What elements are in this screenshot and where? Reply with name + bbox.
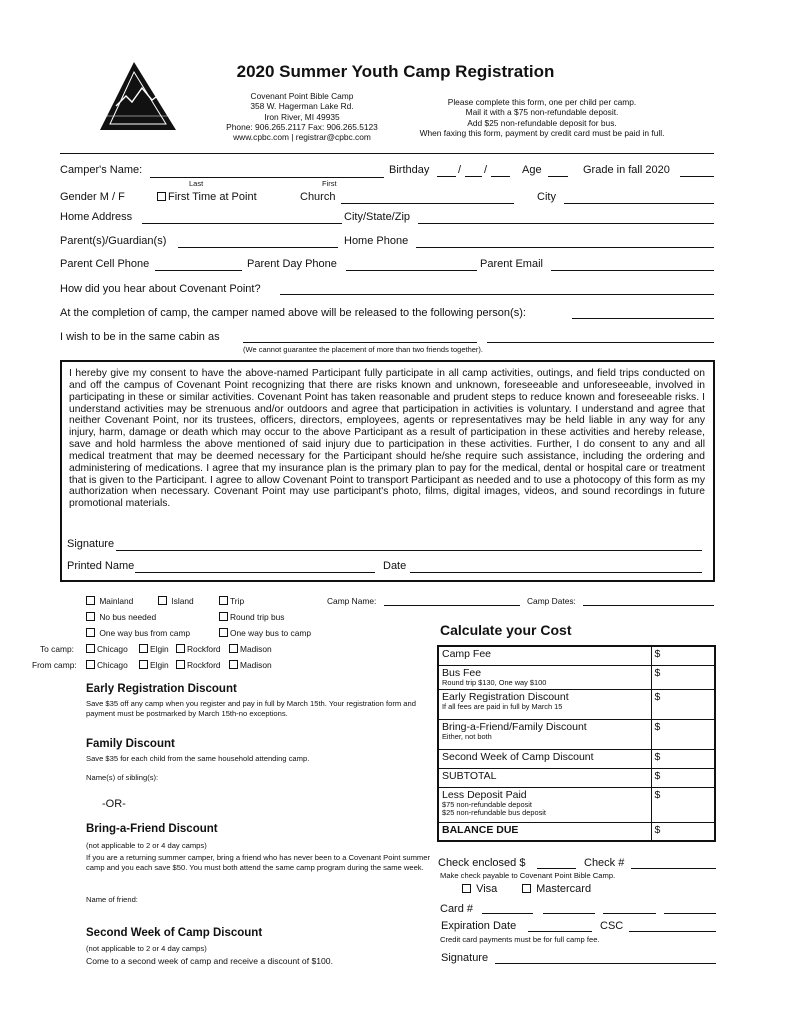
visa-label: Visa (476, 883, 498, 895)
cost-label: Less Deposit Paid $75 non-refundable deposit $25 non-refundable bus deposit (438, 787, 651, 822)
cost-row (438, 719, 715, 749)
to-chicago-checkbox[interactable] (86, 644, 95, 653)
instruction-line: Mail it with a $75 non-refundable deposit. (465, 107, 619, 118)
one-way-to-checkbox[interactable] (219, 628, 228, 637)
card-number-label: Card # (440, 903, 474, 915)
card-number-line-1[interactable] (482, 913, 533, 914)
trip-checkbox[interactable] (219, 596, 228, 605)
campers-name-line[interactable] (150, 177, 384, 178)
second-week-discount-title: Second Week of Camp Discount (86, 927, 263, 939)
one-way-to-label: One way bus to camp (230, 628, 311, 638)
trip-label: Trip (230, 596, 245, 606)
one-way-from-label: One way bus from camp (99, 628, 191, 638)
cost-row (438, 646, 715, 665)
madison-label: Madison (240, 660, 272, 670)
cost-label: Early Registration Discount If all fees are paid in full by March 15 (438, 689, 651, 719)
visa-option[interactable] (462, 883, 497, 895)
street-address: 358 W. Hagerman Lake Rd. (250, 101, 354, 112)
birthday-day-line[interactable] (465, 176, 482, 177)
card-number-line-3[interactable] (603, 913, 656, 914)
second-week-discount-note: (not applicable to 2 or 4 day camps) (86, 944, 207, 953)
header-divider (60, 153, 714, 154)
elgin-label: Elgin (150, 644, 169, 654)
friend-discount-text: If you are a returning summer camper, bring a friend who has never been to a Covenant Point summer camp and you each save $50. You must both attend the same camp program during the same week. (86, 853, 431, 872)
campers-name-label: Camper's Name: (60, 164, 143, 176)
first-time-checkbox[interactable] (157, 192, 166, 201)
cost-amount-cell[interactable]: $ (651, 787, 715, 822)
island-label: Island (171, 596, 194, 606)
org-name: Covenant Point Bible Camp (250, 91, 354, 101)
cost-row (438, 749, 715, 768)
cost-label: BALANCE DUE (438, 822, 651, 841)
city-label: City (537, 191, 556, 203)
one-way-from-option[interactable] (86, 628, 190, 638)
from-madison-option[interactable] (229, 660, 272, 670)
madison-label: Madison (240, 644, 272, 654)
cost-amount-cell[interactable]: $ (651, 719, 715, 749)
cost-row (438, 768, 715, 787)
cost-title: Calculate your Cost (440, 622, 572, 638)
check-enclosed-label: Check enclosed $ (438, 857, 526, 869)
camp-name-label: Camp Name: (327, 596, 377, 606)
parent-day-line[interactable] (346, 270, 477, 271)
family-discount-text: Save $35 for each child from the same household attending camp. (86, 754, 310, 763)
city-state-zip-label: City/State/Zip (344, 211, 411, 223)
mainland-label: Mainland (99, 596, 134, 606)
rockford-label: Rockford (187, 660, 221, 670)
check-number-line[interactable] (631, 868, 716, 869)
covenant-point-logo (96, 58, 180, 134)
grade-line[interactable] (680, 176, 714, 177)
family-discount-title: Family Discount (86, 738, 175, 750)
first-caption: First (322, 179, 337, 188)
one-way-to-option[interactable] (219, 628, 311, 638)
early-discount-title: Early Registration Discount (86, 683, 237, 695)
chicago-label: Chicago (97, 660, 128, 670)
cabin-friend-line-1[interactable] (243, 342, 477, 343)
cost-amount-cell[interactable]: $ (651, 768, 715, 787)
phone-fax: Phone: 906.265.2117 Fax: 906.265.5123 (226, 121, 378, 132)
visa-checkbox[interactable] (462, 884, 471, 893)
cost-amount-cell[interactable]: $ (651, 822, 715, 841)
elgin-label: Elgin (150, 660, 169, 670)
cost-label: SUBTOTAL (438, 768, 651, 787)
no-bus-checkbox[interactable] (86, 612, 95, 621)
siblings-label: Name(s) of sibling(s): (86, 773, 159, 782)
parent-guardian-label: Parent(s)/Guardian(s) (60, 235, 167, 247)
instruction-line: Add $25 non-refundable deposit for bus. (467, 117, 617, 128)
instructions (398, 97, 686, 138)
last-caption: Last (189, 179, 204, 188)
second-week-discount-text: Come to a second week of camp and receive a discount of $100. (86, 956, 333, 966)
mastercard-label: Mastercard (536, 883, 592, 895)
from-madison-checkbox[interactable] (229, 660, 238, 669)
cost-amount-cell[interactable]: $ (651, 665, 715, 689)
card-number-line-4[interactable] (664, 913, 716, 914)
home-phone-label: Home Phone (344, 235, 409, 247)
rockford-label: Rockford (187, 644, 221, 654)
friend-discount-note: (not applicable to 2 or 4 day camps) (86, 841, 207, 850)
to-elgin-option[interactable] (139, 644, 169, 654)
web-email: www.cpbc.com | registrar@cpbc.com (233, 132, 371, 143)
no-bus-option[interactable] (86, 612, 156, 622)
round-trip-bus-option[interactable] (219, 612, 284, 622)
from-chicago-checkbox[interactable] (86, 660, 95, 669)
age-line[interactable] (548, 176, 568, 177)
from-rockford-option[interactable] (176, 660, 221, 670)
form-title: 2020 Summer Youth Camp Registration (236, 62, 555, 81)
city-state-zip-line[interactable] (418, 223, 714, 224)
cost-row (438, 665, 715, 689)
credit-card-note: Credit card payments must be for full camp fee. (440, 935, 600, 944)
printed-name-line[interactable] (135, 572, 375, 573)
home-phone-line[interactable] (416, 247, 714, 248)
parent-email-line[interactable] (551, 270, 714, 271)
to-rockford-checkbox[interactable] (176, 644, 185, 653)
first-time-option[interactable] (157, 191, 257, 203)
hear-about-label: How did you hear about Covenant Point? (60, 283, 261, 295)
date-slash: / (458, 164, 462, 176)
city-line: Iron River, MI 49935 (264, 111, 340, 122)
csc-label: CSC (600, 920, 624, 932)
early-discount-text: Save $35 off any camp when you register and pay in full by March 15th. Your registration form and payment must be postmarked by March 15th-no exceptions. (86, 699, 416, 718)
consent-signature-label: Signature (67, 538, 115, 550)
cost-row (438, 787, 715, 822)
camp-dates-label: Camp Dates: (527, 596, 576, 606)
payment-signature-label: Signature (441, 952, 489, 964)
chicago-label: Chicago (97, 644, 128, 654)
church-line[interactable] (341, 203, 514, 204)
check-number-label: Check # (584, 857, 625, 869)
cabin-friend-line-2[interactable] (487, 342, 714, 343)
instruction-line: Please complete this form, one per child per camp. (447, 97, 637, 107)
cost-label: Bus Fee Round trip $130, One way $100 (438, 665, 651, 689)
gender-label: Gender M / F (60, 191, 125, 203)
island-option[interactable] (158, 596, 194, 606)
to-rockford-option[interactable] (176, 644, 221, 654)
payment-signature-line[interactable] (495, 963, 716, 964)
from-elgin-checkbox[interactable] (139, 660, 148, 669)
payable-note: Make check payable to Covenant Point Bible Camp. (440, 871, 616, 880)
hear-about-line[interactable] (280, 294, 714, 295)
cost-table (437, 645, 716, 842)
from-camp-label: From camp: (32, 660, 77, 670)
first-time-label: First Time at Point (168, 191, 257, 203)
parent-day-label: Parent Day Phone (247, 258, 337, 270)
parent-cell-line[interactable] (155, 270, 242, 271)
from-chicago-option[interactable] (86, 660, 128, 670)
one-way-from-checkbox[interactable] (86, 628, 95, 637)
instruction-line: When faxing this form, payment by credit card must be paid in full. (419, 127, 665, 138)
from-elgin-option[interactable] (139, 660, 169, 670)
mainland-checkbox[interactable] (86, 596, 95, 605)
cost-label: Bring-a-Friend/Family Discount Either, not both (438, 719, 651, 749)
release-label: At the completion of camp, the camper named above will be released to the following person(s): (60, 307, 526, 319)
cost-label: Camp Fee (438, 646, 651, 665)
camp-address (196, 91, 408, 142)
birthday-year-line[interactable] (491, 176, 510, 177)
no-bus-label: No bus needed (99, 612, 157, 622)
friend-name-label: Name of friend: (86, 895, 138, 904)
friend-discount-title: Bring-a-Friend Discount (86, 823, 218, 835)
to-chicago-option[interactable] (86, 644, 128, 654)
parent-email-label: Parent Email (480, 258, 543, 270)
parent-cell-label: Parent Cell Phone (60, 258, 150, 270)
trip-option[interactable] (219, 596, 244, 606)
camp-dates-line[interactable] (583, 605, 714, 606)
printed-name-label: Printed Name (67, 560, 135, 572)
release-line[interactable] (572, 318, 714, 319)
island-checkbox[interactable] (158, 596, 167, 605)
home-address-label: Home Address (60, 211, 133, 223)
to-camp-label: To camp: (40, 644, 74, 654)
camp-name-line[interactable] (384, 605, 520, 606)
cost-amount-cell[interactable]: $ (651, 689, 715, 719)
to-madison-checkbox[interactable] (229, 644, 238, 653)
date-slash: / (484, 164, 488, 176)
consent-box (60, 360, 715, 582)
birthday-month-line[interactable] (437, 176, 456, 177)
card-number-line-2[interactable] (543, 913, 595, 914)
to-madison-option[interactable] (229, 644, 272, 654)
parent-guardian-line[interactable] (178, 247, 338, 248)
consent-date-line[interactable] (410, 572, 702, 573)
mastercard-option[interactable] (522, 883, 591, 895)
mainland-option[interactable] (86, 596, 133, 606)
expiration-label: Expiration Date (441, 920, 517, 932)
cost-row (438, 822, 715, 841)
round-trip-bus-checkbox[interactable] (219, 612, 228, 621)
from-rockford-checkbox[interactable] (176, 660, 185, 669)
birthday-label: Birthday (389, 164, 430, 176)
cost-amount-cell[interactable]: $ (651, 749, 715, 768)
mastercard-checkbox[interactable] (522, 884, 531, 893)
expiration-line[interactable] (528, 931, 592, 932)
city-line[interactable] (564, 203, 714, 204)
or-separator: -OR- (102, 798, 126, 810)
consent-text: I hereby give my consent to have the above-named Participant fully participate in all camp activities, outings, and field trips conducted on and off the campus of Covenant Point recognizing that there are risks known and unknown, foreseeable and unforeseeable, involved in participating in these or similar activities. Covenant Point has taken reasonable and prudent steps to reduce known and foreseeable risks. I understand activities may be strenuous and/or outdoors and agree that participation in activities is voluntary. I understand and agree that neither Covenant Point, nor its trustees, officers, directors, employees, agents or representatives may be held liable in any way for any injury, harm, damage or death which may occur to the above Participant as a result of participation in these activities and hereby release, save and hold harmless the above mentioned of said injury due to participation in these activities. Further, I do consent to any and all medical treatment that may be deemed necessary for the Participant should he/she require such assistance, including the ordering and administering of medications. I agree that my insurance plan is the primary plan to pay for the medical, dental or hospital care or treatment that is given to the Participant. I agree to allow Covenant Point to transport Participant as needed and to use a photocopy of this form as my authorization when necessary. Covenant Point may use participant's photo, films, digital images, videos, and sound recordings in future promotional materials. (69, 368, 705, 510)
consent-signature-line[interactable] (116, 550, 702, 551)
cost-amount-cell[interactable]: $ (651, 646, 715, 665)
consent-date-label: Date (383, 560, 407, 572)
home-address-line[interactable] (142, 223, 342, 224)
age-label: Age (522, 164, 542, 176)
grade-label: Grade in fall 2020 (583, 164, 670, 176)
to-elgin-checkbox[interactable] (139, 644, 148, 653)
check-amount-line[interactable] (537, 868, 576, 869)
cabin-label: I wish to be in the same cabin as (60, 331, 220, 343)
church-label: Church (300, 191, 336, 203)
csc-line[interactable] (629, 931, 716, 932)
cost-row (438, 689, 715, 719)
cabin-note: (We cannot guarantee the placement of more than two friends together). (243, 345, 483, 354)
round-trip-bus-label: Round trip bus (230, 612, 285, 622)
cost-label: Second Week of Camp Discount (438, 749, 651, 768)
